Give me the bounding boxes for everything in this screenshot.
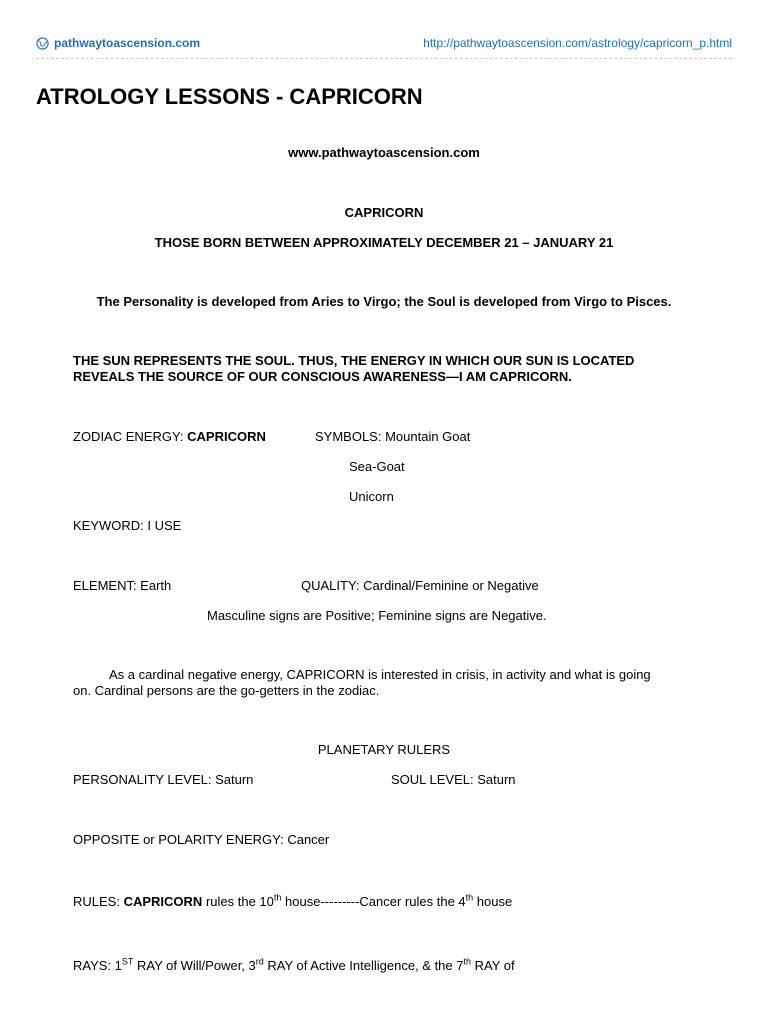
rules-label: RULES: bbox=[73, 894, 120, 909]
rules-part: house---------Cancer rules the 4 bbox=[285, 894, 466, 909]
zodiac-energy-label: ZODIAC ENERGY: bbox=[73, 429, 184, 444]
rules-part: rules the 10 bbox=[205, 894, 274, 909]
site-name: pathwaytoascension.com bbox=[54, 36, 201, 50]
rays-part: RAY of Will/Power, 3 bbox=[137, 958, 256, 973]
opposite-energy-text: OPPOSITE or POLARITY ENERGY: Cancer bbox=[73, 832, 330, 847]
site-home-link[interactable] bbox=[36, 36, 200, 50]
sun-soul-line-1: THE SUN REPRESENTS THE SOUL. THUS, THE ENERGY IN WHICH OUR SUN IS LOCATED bbox=[73, 353, 635, 368]
page-header bbox=[36, 36, 732, 52]
ordinal-suffix: ST bbox=[121, 956, 134, 967]
cardinal-line-2: on. Cardinal persons are the go-getters in the zodiac. bbox=[73, 683, 380, 698]
symbol-item: Sea-Goat bbox=[349, 459, 405, 474]
ordinal-suffix: rd bbox=[255, 956, 264, 967]
quality-text: QUALITY: Cardinal/Feminine or Negative bbox=[301, 578, 539, 593]
cardinal-line-1: As a cardinal negative energy, CAPRICORN is interested in crisis, in activity and what is going bbox=[109, 667, 651, 682]
site-url-text: www.pathwaytoascension.com bbox=[288, 145, 480, 160]
soul-level-text: SOUL LEVEL: Saturn bbox=[391, 772, 516, 787]
personality-level-text: PERSONALITY LEVEL: Saturn bbox=[73, 772, 254, 787]
page-title: ATROLOGY LESSONS - CAPRICORN bbox=[36, 84, 423, 109]
rays-label: RAYS: 1 bbox=[73, 958, 122, 973]
symbols-label: SYMBOLS: bbox=[315, 429, 382, 444]
symbol-item: Unicorn bbox=[349, 489, 394, 504]
sun-soul-line-2: REVEALS THE SOURCE OF OUR CONSCIOUS AWARENESS—I AM CAPRICORN. bbox=[73, 369, 572, 384]
page-url-link[interactable]: http://pathwaytoascension.com/astrology/capricorn_p.html bbox=[423, 36, 732, 50]
symbols bbox=[315, 429, 470, 445]
zodiac-energy-value: CAPRICORN bbox=[187, 429, 266, 444]
symbol-item: Mountain Goat bbox=[385, 429, 471, 444]
ordinal-suffix: th bbox=[463, 956, 472, 967]
zodiac-energy bbox=[73, 429, 266, 445]
rays-part: RAY of Active Intelligence, & the 7 bbox=[267, 958, 464, 973]
planetary-rulers-heading: PLANETARY RULERS bbox=[317, 742, 451, 757]
rays-part: RAY of bbox=[474, 958, 515, 973]
born-between-text: THOSE BORN BETWEEN APPROXIMATELY DECEMBER 21 – JANUARY 21 bbox=[154, 235, 614, 250]
rules-part: house bbox=[476, 894, 513, 909]
globe-icon bbox=[36, 37, 49, 50]
keyword-text: KEYWORD: I USE bbox=[73, 518, 182, 533]
element-text: ELEMENT: Earth bbox=[73, 578, 172, 593]
personality-soul-text: The Personality is developed from Aries to Virgo; the Soul is developed from Virgo to Pisces. bbox=[96, 294, 672, 309]
sign-heading: CAPRICORN bbox=[344, 205, 424, 220]
rules-line bbox=[73, 894, 512, 910]
ordinal-suffix: th bbox=[273, 892, 282, 903]
ordinal-suffix: th bbox=[465, 892, 474, 903]
polarity-note: Masculine signs are Positive; Feminine signs are Negative. bbox=[207, 608, 547, 623]
rules-sign: CAPRICORN bbox=[123, 894, 203, 909]
rays-line bbox=[73, 958, 515, 974]
header-divider bbox=[36, 58, 732, 59]
